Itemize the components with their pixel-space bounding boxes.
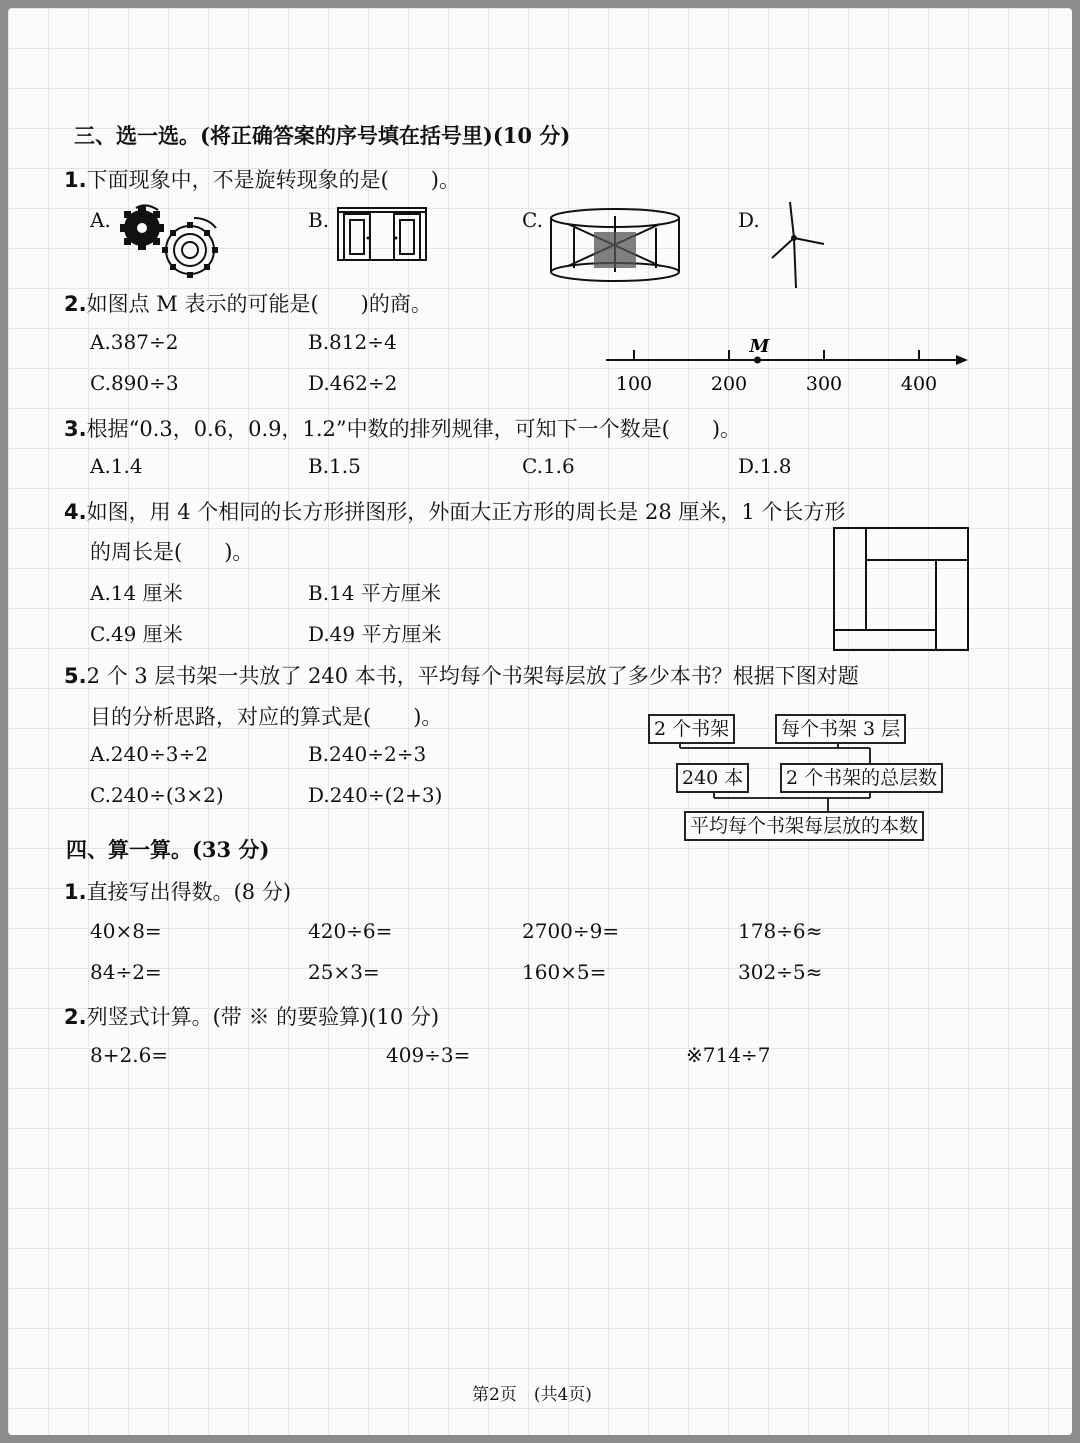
s4-q1-number: 1. [64,880,87,904]
q5-text-line2: 目的分析思路，对应的算式是( )。 [90,705,443,729]
q4-option-c: C.49 厘米 [90,622,183,646]
number-line-tick-label: 300 [805,373,843,395]
number-line-tick-label: 400 [900,373,938,395]
sliding-door-icon [336,206,428,262]
q5-number: 5. [64,664,87,688]
q1-option-c: C. [522,208,543,232]
q5-option-a: A.240÷3÷2 [90,742,208,766]
q2-option-d: D.462÷2 [308,371,398,395]
q4-stem-line1 [64,496,845,526]
s4-q1-stem [64,876,291,906]
number-line-arrow [956,355,968,365]
q2-option-b: B.812÷4 [308,330,397,354]
calc-item: 160×5= [522,960,607,984]
number-line [604,336,972,398]
diagram-box-layers-per-shelf: 每个书架 3 层 [775,714,906,744]
q5-option-c: C.240÷(3×2) [90,783,224,807]
vertical-calc-item: ※714÷7 [686,1043,771,1067]
diagram-box-total-books: 240 本 [676,763,749,793]
gears-icon [116,204,228,280]
q3-stem [64,413,741,443]
q1-option-a: A. [90,208,111,232]
diagram-box-total-layers: 2 个书架的总层数 [780,763,943,793]
calc-item: 302÷5≈ [738,960,823,984]
q4-option-b: B.14 平方厘米 [308,581,441,605]
q2-option-c: C.890÷3 [90,371,179,395]
s4-q2-number: 2. [64,1005,87,1029]
q1-option-d: D. [738,208,760,232]
q1-stem [64,164,460,194]
exam-page [8,8,1072,1435]
q5-stem-line1 [64,660,859,690]
calc-item: 25×3= [308,960,380,984]
calc-item: 40×8= [90,919,162,943]
section3-title: 三、选一选。(将正确答案的序号填在括号里)(10 分) [74,123,571,148]
q2-option-a: A.387÷2 [90,330,179,354]
vertical-calc-item: 409÷3= [386,1043,471,1067]
diagram-box-bookshelves: 2 个书架 [648,714,735,744]
s4-q1-text: 直接写出得数。(8 分) [86,880,292,904]
q5-option-b: B.240÷2÷3 [308,742,427,766]
q3-option-b: B.1.5 [308,454,361,478]
q4-option-d: D.49 平方厘米 [308,622,442,646]
s4-q2-stem [64,1001,439,1031]
four-rectangles-square [832,526,972,654]
wind-turbine-icon [766,198,830,292]
q3-option-a: A.1.4 [90,454,143,478]
q3-option-d: D.1.8 [738,454,792,478]
page-footer: 第2页 (共4页) [472,1385,592,1405]
q1-text: 下面现象中，不是旋转现象的是( )。 [86,168,460,192]
s4-q2-text: 列竖式计算。(带 ※ 的要验算)(10 分) [86,1005,440,1029]
calc-item: 2700÷9= [522,919,620,943]
q4-text-line2: 的周长是( )。 [90,540,254,564]
q1-number: 1. [64,168,87,192]
revolving-door-icon [548,206,682,284]
calc-item: 84÷2= [90,960,162,984]
q3-number: 3. [64,417,87,441]
calc-item: 420÷6= [308,919,393,943]
q4-text-line1: 如图，用 4 个相同的长方形拼图形，外面大正方形的周长是 28 厘米，1 个长方形 [86,500,846,524]
q4-number: 4. [64,500,87,524]
q2-stem [64,288,432,318]
q3-text: 根据“0.3，0.6，0.9，1.2”中数的排列规律，可知下一个数是( )。 [86,417,742,441]
q4-option-a: A.14 厘米 [90,581,183,605]
vertical-calc-item: 8+2.6= [90,1043,169,1067]
section4-title: 四、算一算。(33 分) [66,837,270,862]
q5-option-d: D.240÷(2+3) [308,783,443,807]
number-line-point-label: M [749,336,770,357]
q5-text-line1: 2 个 3 层书架一共放了 240 本书，平均每个书架每层放了多少本书？根据下图对题 [86,664,859,688]
q2-number: 2. [64,292,87,316]
number-line-tick-label: 200 [710,373,748,395]
diagram-box-result: 平均每个书架每层放的本数 [684,811,924,841]
q3-option-c: C.1.6 [522,454,575,478]
q2-text: 如图点 M 表示的可能是( )的商。 [86,292,432,316]
number-line-point-m [754,357,761,364]
q1-option-b: B. [308,208,330,232]
number-line-tick-label: 100 [615,373,653,395]
calc-item: 178÷6≈ [738,919,823,943]
